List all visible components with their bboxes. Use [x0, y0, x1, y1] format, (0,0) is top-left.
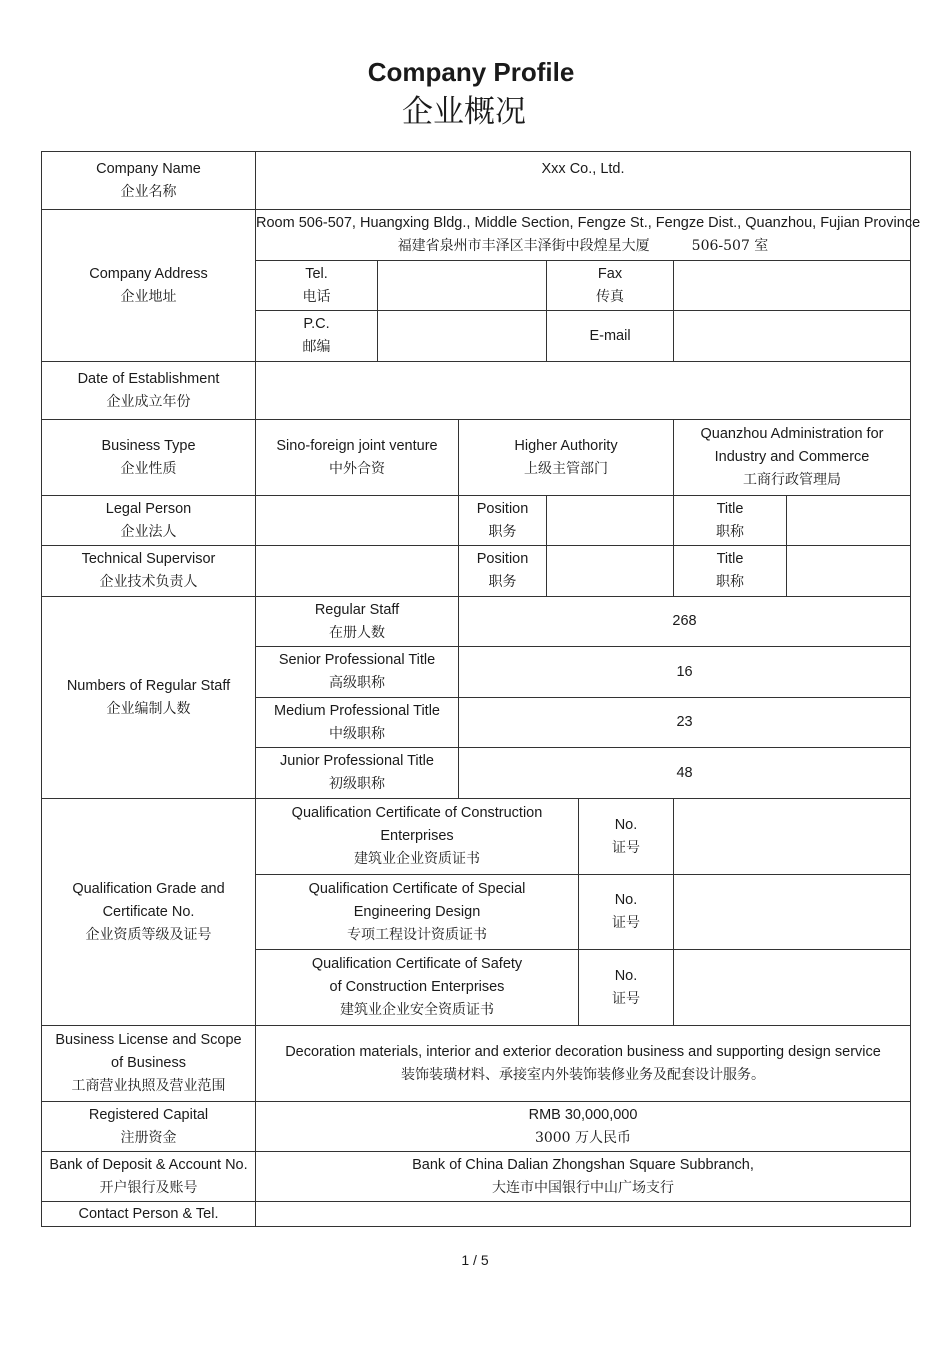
staff-row-value: 48: [459, 748, 911, 799]
license-label: Business License and Scope of Business 工商营业执照及营业范围: [42, 1026, 256, 1102]
row-establishment: [42, 362, 911, 420]
tech-supervisor-title-label: Title 职称: [674, 546, 787, 597]
staff-row-label: Medium Professional Title 中级职称: [256, 698, 459, 748]
company-address-value: Room 506-507, Huangxing Bldg., Middle Section, Fengze St., Fengze Dist., Quanzhou, Fujian Province 福建省泉州市丰泽区丰泽街中段煌星大厦 506-507 室: [256, 210, 911, 261]
qualification-cert-label: Qualification Certificate of Special Engineering Design 专项工程设计资质证书: [256, 875, 579, 950]
pc-label: P.C. 邮编: [256, 311, 378, 362]
row-contact: [42, 1202, 911, 1227]
staff-row-value: 268: [459, 597, 911, 647]
qualification-cert-label: Qualification Certificate of Construction Enterprises 建筑业企业资质证书: [256, 799, 579, 875]
tech-supervisor-title-value: [787, 546, 911, 597]
establishment-label: Date of Establishment 企业成立年份: [42, 362, 256, 420]
email-label: E-mail: [547, 311, 674, 362]
qualification-label: Qualification Grade and Certificate No. 企业资质等级及证号: [42, 799, 256, 1026]
legal-person-title-value: [787, 496, 911, 546]
staff-row-value: 16: [459, 647, 911, 698]
bank-label: Bank of Deposit & Account No. 开户银行及账号: [42, 1152, 256, 1202]
bank-value: Bank of China Dalian Zhongshan Square Subbranch, 大连市中国银行中山广场支行: [256, 1152, 911, 1202]
qualification-no-value: [674, 875, 911, 950]
legal-person-position-label: Position 职务: [459, 496, 547, 546]
page-title-zh: 企业概况: [402, 94, 526, 130]
fax-value: [674, 261, 911, 311]
tech-supervisor-position-value: [547, 546, 674, 597]
capital-label: Registered Capital 注册资金: [42, 1102, 256, 1152]
qualification-cert-label: Qualification Certificate of Safety of Construction Enterprises 建筑业企业安全资质证书: [256, 950, 579, 1026]
row-address: [42, 210, 911, 261]
qualification-no-label: No. 证号: [579, 875, 674, 950]
company-name-value: Xxx Co., Ltd.: [256, 152, 911, 210]
establishment-value: [256, 362, 911, 420]
qualification-no-label: No. 证号: [579, 950, 674, 1026]
company-address-label: Company Address 企业地址: [42, 210, 256, 362]
row-company-name: [42, 152, 911, 210]
tech-supervisor-value: [256, 546, 459, 597]
row-bank: [42, 1152, 911, 1202]
row-tech-supervisor: [42, 546, 911, 597]
capital-value: RMB 30,000,000 3000 万人民币: [256, 1102, 911, 1152]
row-capital: [42, 1102, 911, 1152]
contact-value: [256, 1202, 911, 1227]
contact-label: Contact Person & Tel.: [42, 1202, 256, 1227]
row-legal-person: [42, 496, 911, 546]
tel-label: Tel. 电话: [256, 261, 378, 311]
company-name-label: Company Name 企业名称: [42, 152, 256, 210]
email-value: [674, 311, 911, 362]
row-business-type: [42, 420, 911, 496]
staff-row-label: Junior Professional Title 初级职称: [256, 748, 459, 799]
staff-row-label: Senior Professional Title 高级职称: [256, 647, 459, 698]
qualification-no-value: [674, 950, 911, 1026]
legal-person-label: Legal Person 企业法人: [42, 496, 256, 546]
row-qualification-1: [42, 799, 911, 875]
row-license: [42, 1026, 911, 1102]
qualification-no-value: [674, 799, 911, 875]
tel-value: [378, 261, 547, 311]
fax-label: Fax 传真: [547, 261, 674, 311]
qualification-no-label: No. 证号: [579, 799, 674, 875]
tech-supervisor-position-label: Position 职务: [459, 546, 547, 597]
staff-label: Numbers of Regular Staff 企业编制人数: [42, 597, 256, 799]
staff-row-label: Regular Staff 在册人数: [256, 597, 459, 647]
higher-authority-label: Higher Authority 上级主管部门: [459, 420, 674, 496]
legal-person-title-label: Title 职称: [674, 496, 787, 546]
page-number: 1 / 5: [461, 1252, 489, 1268]
row-staff-regular: [42, 597, 911, 647]
page-title: Company Profile: [367, 57, 575, 87]
company-profile-table: [41, 151, 921, 1227]
legal-person-value: [256, 496, 459, 546]
business-type-label: Business Type 企业性质: [42, 420, 256, 496]
pc-value: [378, 311, 547, 362]
staff-row-value: 23: [459, 698, 911, 748]
legal-person-position-value: [547, 496, 674, 546]
higher-authority-value: Quanzhou Administration for Industry and Commerce 工商行政管理局: [674, 420, 911, 496]
tech-supervisor-label: Technical Supervisor 企业技术负责人: [42, 546, 256, 597]
business-type-value: Sino-foreign joint venture 中外合资: [256, 420, 459, 496]
license-value: Decoration materials, interior and exterior decoration business and supporting design service 装饰装璜材料、承接室内外装饰装修业务及配套设计服务。: [256, 1026, 911, 1102]
